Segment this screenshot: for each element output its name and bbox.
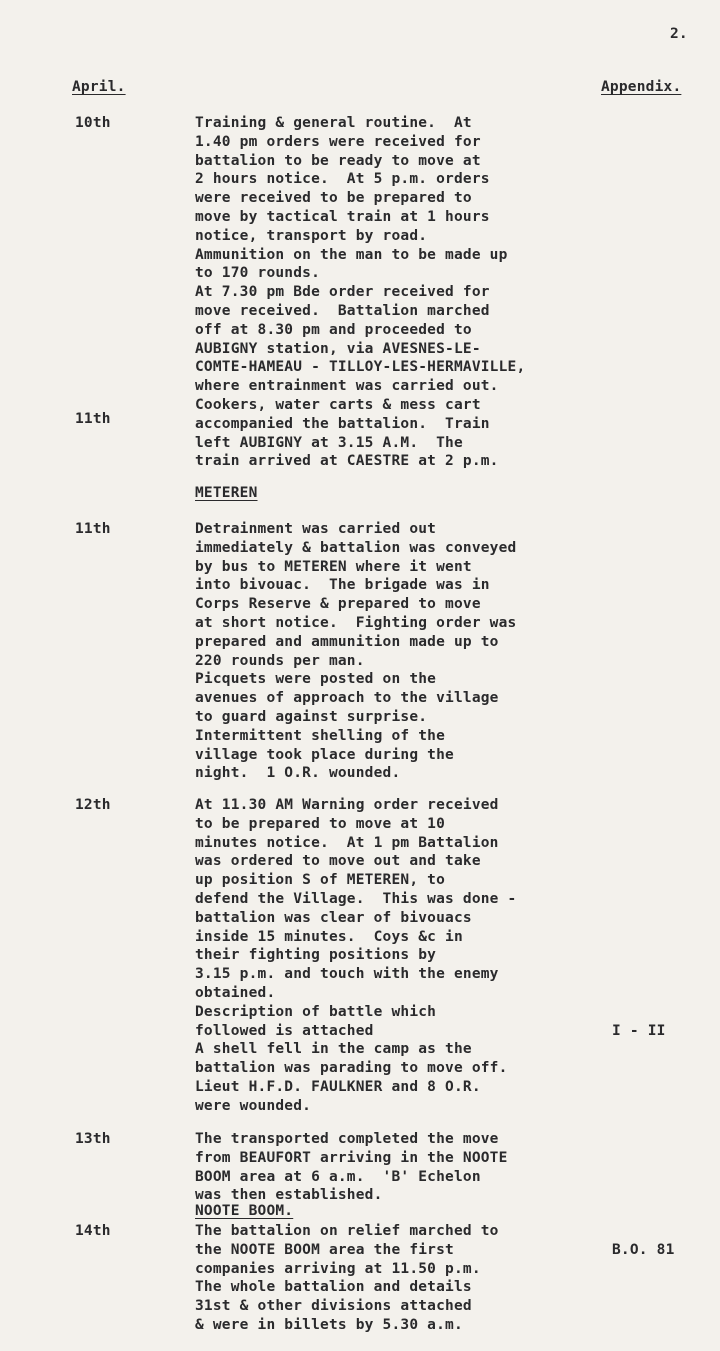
- month-heading: April.: [72, 79, 126, 95]
- entry-line: were wounded.: [195, 1097, 312, 1114]
- entry-line: accompanied the battalion. Train: [195, 415, 490, 432]
- entry-date: 11th: [75, 411, 111, 427]
- entry-line: The transported completed the move: [195, 1131, 499, 1147]
- entry-line: off at 8.30 pm and proceeded to: [195, 321, 472, 338]
- entry-date: 10th: [75, 115, 111, 131]
- location-heading: NOOTE BOOM.: [195, 1203, 294, 1219]
- entry-line: 1.40 pm orders were received for: [195, 133, 481, 150]
- entry-line: into bivouac. The brigade was in: [195, 577, 490, 594]
- entry-line: train arrived at CAESTRE at 2 p.m.: [195, 453, 499, 470]
- entry-line: The whole battalion and details: [195, 1279, 472, 1296]
- entry-line: 220 rounds per man.: [195, 652, 365, 669]
- entry-line: Corps Reserve & prepared to move: [195, 596, 481, 613]
- entry-line: Description of battle which: [195, 1003, 437, 1020]
- appendix-reference: B.O. 81: [612, 1241, 675, 1258]
- entry-line: battalion to be ready to move at: [195, 152, 481, 169]
- appendix-reference: I - II: [612, 1022, 666, 1039]
- entry-line: the NOOTE BOOM area the first: [195, 1241, 454, 1258]
- location-heading: METEREN: [195, 485, 258, 501]
- entry-line: obtained.: [195, 985, 276, 1001]
- entry-line: was ordered to move out and take: [195, 853, 481, 870]
- entry-line: 31st & other divisions attached: [195, 1298, 472, 1315]
- entry-date: 11th: [75, 521, 111, 537]
- entry-line: Cookers, water carts & mess cart: [195, 397, 481, 413]
- entry-line: COMTE-HAMEAU - TILLOY-LES-HERMAVILLE,: [195, 359, 526, 376]
- entry-line: immediately & battalion was conveyed: [195, 539, 517, 556]
- entry-line: 2 hours notice. At 5 p.m. orders: [195, 171, 490, 188]
- appendix-heading: Appendix.: [601, 79, 682, 95]
- entry-line: A shell fell in the camp as the: [195, 1041, 472, 1058]
- entry-line: Ammunition on the man to be made up: [195, 246, 508, 263]
- entry-line: Lieut H.F.D. FAULKNER and 8 O.R.: [195, 1079, 481, 1095]
- entry-line: to be prepared to move at 10: [195, 815, 446, 832]
- entry-line: Intermittent shelling of the: [195, 727, 446, 744]
- entry-line: move received. Battalion marched: [195, 303, 490, 319]
- entry-date: 14th: [75, 1223, 111, 1239]
- entry-line: The battalion on relief marched to: [195, 1223, 499, 1239]
- entry-line: 3.15 p.m. and touch with the enemy: [195, 966, 499, 983]
- entry-line: At 11.30 AM Warning order received: [195, 797, 499, 813]
- entry-line: where entrainment was carried out.: [195, 378, 499, 395]
- entry-line: night. 1 O.R. wounded.: [195, 765, 401, 782]
- entry-line: from BEAUFORT arriving in the NOOTE: [195, 1149, 508, 1166]
- entry-date: 12th: [75, 797, 111, 813]
- entry-line: followed is attached: [195, 1022, 374, 1039]
- entry-line: to 170 rounds.: [195, 265, 321, 282]
- entry-line: their fighting positions by: [195, 947, 437, 964]
- page-number: 2.: [670, 26, 688, 42]
- entry-line: companies arriving at 11.50 p.m.: [195, 1260, 481, 1277]
- entry-line: At 7.30 pm Bde order received for: [195, 284, 490, 301]
- entry-line: battalion was parading to move off.: [195, 1060, 508, 1077]
- entry-line: up position S of METEREN, to: [195, 872, 446, 889]
- entry-line: was then established.: [195, 1187, 383, 1204]
- entry-line: village took place during the: [195, 746, 454, 763]
- entry-line: left AUBIGNY at 3.15 A.M. The: [195, 434, 463, 451]
- entry-line: notice, transport by road.: [195, 227, 428, 244]
- entry-line: prepared and ammunition made up to: [195, 633, 499, 650]
- entry-line: defend the Village. This was done -: [195, 891, 517, 907]
- entry-line: by bus to METEREN where it went: [195, 558, 472, 575]
- entry-line: avenues of approach to the village: [195, 690, 499, 707]
- entry-line: inside 15 minutes. Coys &c in: [195, 928, 463, 945]
- entry-line: AUBIGNY station, via AVESNES-LE-: [195, 340, 481, 357]
- entry-line: at short notice. Fighting order was: [195, 615, 517, 631]
- entry-line: Picquets were posted on the: [195, 671, 437, 688]
- entry-line: to guard against surprise.: [195, 709, 428, 725]
- entry-date: 13th: [75, 1131, 111, 1147]
- entry-line: Training & general routine. At: [195, 115, 472, 131]
- entry-line: move by tactical train at 1 hours: [195, 209, 490, 225]
- entry-line: & were in billets by 5.30 a.m.: [195, 1317, 463, 1333]
- entry-line: minutes notice. At 1 pm Battalion: [195, 834, 499, 851]
- entry-line: battalion was clear of bivouacs: [195, 909, 472, 926]
- entry-line: Detrainment was carried out: [195, 521, 437, 537]
- entry-line: were received to be prepared to: [195, 190, 472, 207]
- entry-line: BOOM area at 6 a.m. 'B' Echelon: [195, 1168, 481, 1185]
